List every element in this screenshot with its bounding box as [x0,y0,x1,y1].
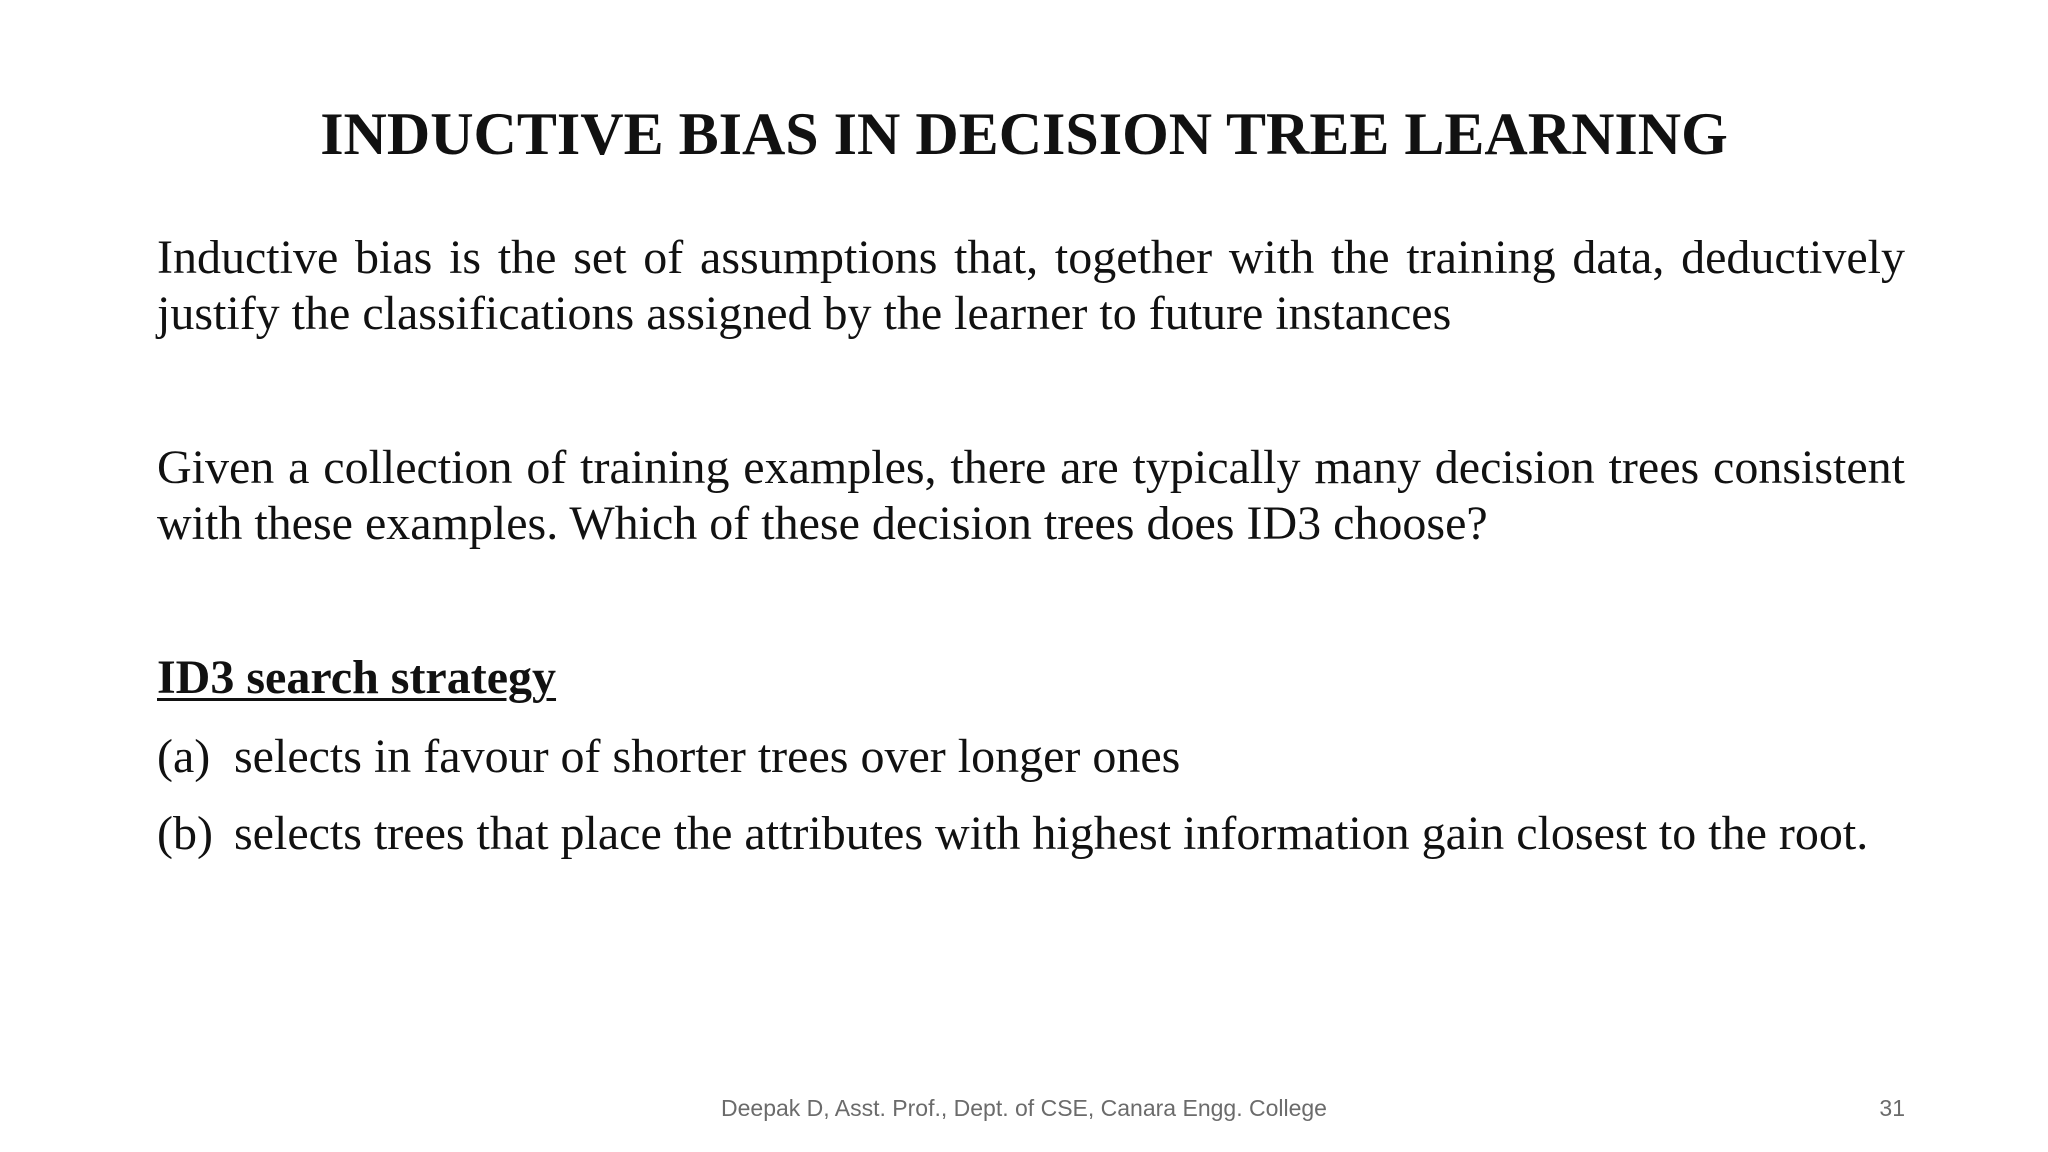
list-marker: (b) [157,807,213,860]
strategy-heading: ID3 search strategy [157,651,557,704]
slide-title: INDUCTIVE BIAS IN DECISION TREE LEARNING [320,101,1728,167]
strategy-list-item [157,729,1905,785]
question-paragraph: Given a collection of training examples, there are typically many decision trees consistent with these examples. Which of these decision trees does ID3 choose? [157,441,1905,550]
list-item-text: selects in favour of shorter trees over longer ones [234,730,1181,783]
list-marker: (a) [157,730,211,783]
list-item-text: selects trees that place the attributes with highest information gain closest to the root. [234,807,1869,860]
definition-paragraph: Inductive bias is the set of assumptions that, together with the training data, deductively justify the classifications assigned by the learner to future instances [157,231,1905,340]
strategy-list-item [157,806,1905,862]
slide-footer: Deepak D, Asst. Prof., Dept. of CSE, Canara Engg. College [721,1095,1327,1121]
page-number: 31 [1879,1095,1905,1121]
